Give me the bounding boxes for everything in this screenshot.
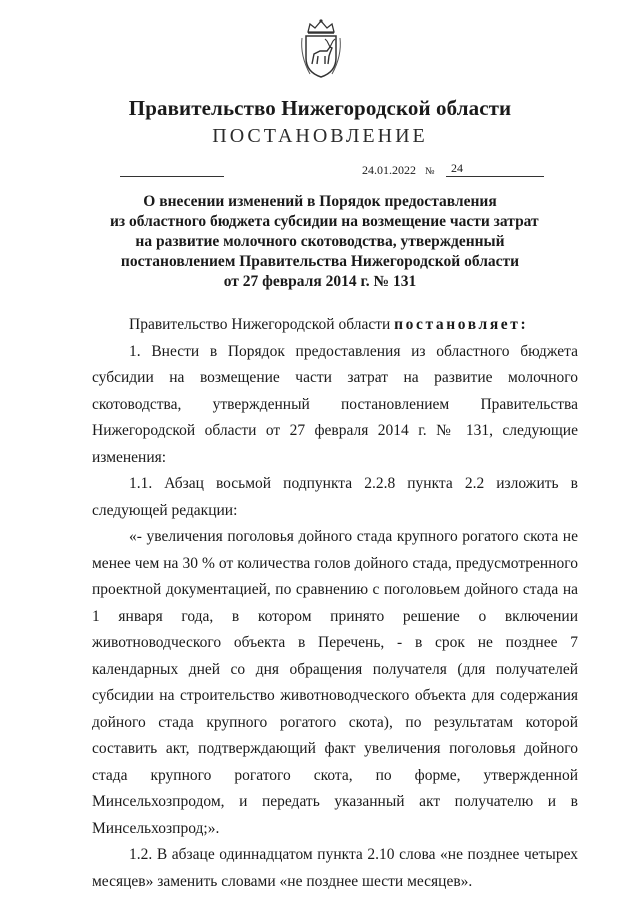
paragraph-1-1: 1.1. Абзац восьмой подпункта 2.2.8 пункта 2.2 изложить в следующей редакции: — [92, 475, 578, 519]
paragraph-1: 1. Внести в Порядок предоставления из областного бюджета субсидии на возмещение части затрат на развитие молочного скотоводства, утвержденный постановлением Правительства Нижегородской области от 27 февраля 2014 г. № 131, следующие изменения: — [92, 342, 578, 466]
document-body — [92, 312, 578, 895]
decree-word: постановляет: — [394, 316, 529, 333]
paragraph-1-2: 1.2. В абзаце одиннадцатом пункта 2.10 слова «не позднее четырех месяцев» заменить словами «не позднее шести месяцев». — [92, 846, 578, 890]
government-name: Правительство Нижегородской области — [128, 96, 512, 120]
subject-line: из областного бюджета субсидии на возмещение части затрат — [110, 213, 539, 230]
subject-line: постановлением Правительства Нижегородской области — [120, 253, 520, 270]
number-underline — [446, 176, 544, 177]
document-number: 24 — [451, 161, 463, 175]
quoted-paragraph: «- увеличения поголовья дойного стада крупного рогатого скота не менее чем на 30 % от количества голов дойного стада, предусмотренного проектной документацией, по сравнению с поголовьем дойного стада на 1 января года, в котором принято решение о включении животноводческого объекта в Перечень, - в срок не позднее 7 календарных дней со дня обращения получателя (для получателей субсидии на строительство животноводческого объекта для содержания дойного стада крупного рогатого скота), по результатам которой составить акт, подтверждающий факт увеличения поголовья дойного стада крупного рогатого скота, по форме, утвержденной Минсельхозпродом, и передать указанный акт получателю и в Минсельхозпрод;». — [92, 528, 578, 837]
subject-line: на развитие молочного скотоводства, утвержденный — [135, 233, 505, 250]
document-subject — [110, 192, 539, 292]
date-underline-left — [120, 176, 224, 177]
subject-line: О внесении изменений в Порядок предоставления — [143, 193, 497, 210]
intro-text: Правительство Нижегородской области — [129, 316, 395, 333]
number-sign: № — [425, 166, 435, 177]
document-type: ПОСТАНОВЛЕНИЕ — [212, 125, 428, 147]
coat-of-arms-icon — [296, 18, 346, 80]
subject-line: от 27 февраля 2014 г. № 131 — [223, 273, 417, 290]
document-date: 24.01.2022 — [362, 163, 416, 177]
intro-paragraph — [92, 312, 578, 339]
